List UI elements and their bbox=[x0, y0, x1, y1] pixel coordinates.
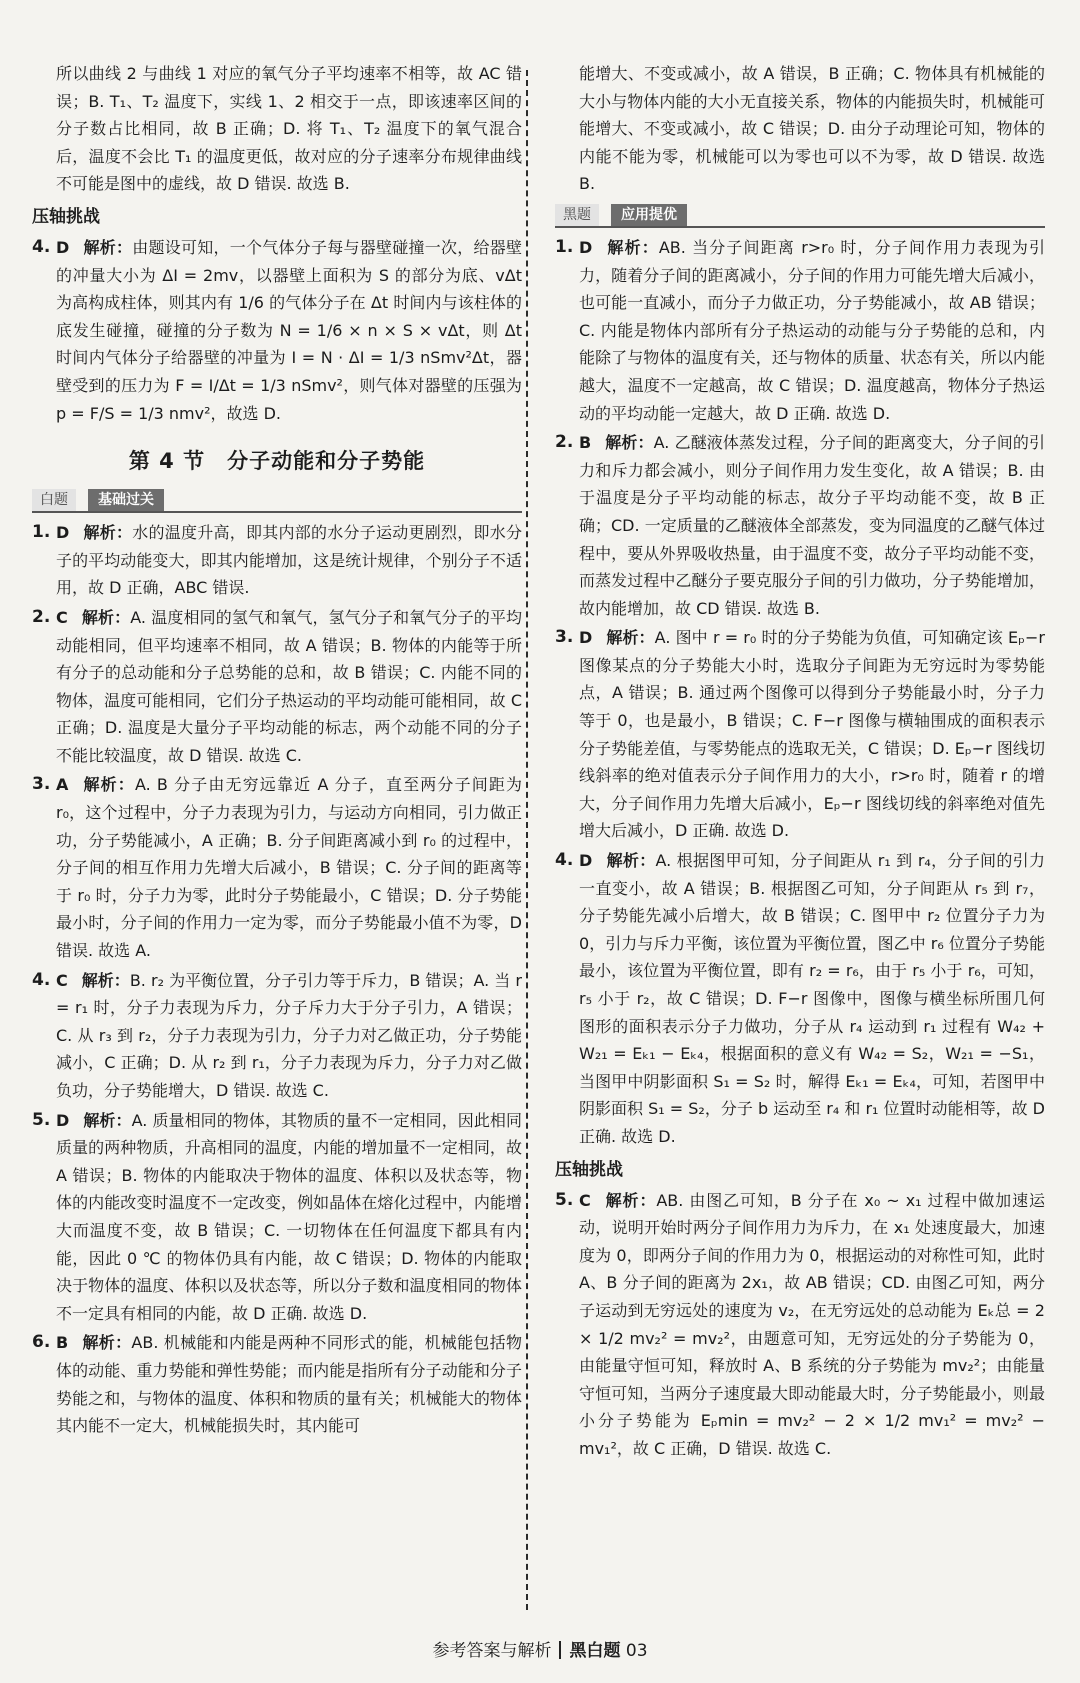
tag-basic: 基础过关 bbox=[88, 489, 164, 511]
item-number: 5. bbox=[555, 1189, 574, 1210]
item-text: A. 图中 r = r₀ 时的分子势能为负值，可知确定该 Eₚ−r 图像某点的分子势能大小时，选取分子间距为无穷远时为零势能点，A 错误；B. 通过两个图像可以得到分子势能最小时，分子力等于 0，也是最小，B 错误；C. F−r 图像与横轴围成的面积表示分子势能差值，与零势能点的选取无关，C 错误；D. Eₚ−r 图线切线斜率的绝对值表示分子间作用力的大小，r>r₀ 时，随着 r 的增大，分子间作用力先增大后减小，Eₚ−r 图线切线的斜率绝对值先增大后减小，D 正确. 故选 D. bbox=[579, 628, 1045, 841]
item-answer: D bbox=[56, 1110, 70, 1130]
item-answer: C bbox=[579, 1190, 591, 1210]
item-answer: A bbox=[56, 775, 69, 795]
item-text: 水的温度升高，即其内部的水分子运动更剧烈，即水分子的平均动能变大，即其内能增加，这是统计规律，个别分子不适用，故 D 正确，ABC 错误. bbox=[56, 523, 522, 598]
item-text: 由题设可知，一个气体分子每与器壁碰撞一次，给器壁的冲量大小为 ΔI = 2mv，以器壁上面积为 S 的部分为底、vΔt 为高构成柱体，则其内有 1/6 的气体分子在 Δt 时间内与该柱体的底发生碰撞，碰撞的分子数为 N = 1/6 × n × S × vΔt，则 Δt 时间内气体分子给器壁的冲量为 I = N · ΔI = 1/3 nSmv²Δt，器壁受到的压力为 F = I/Δt = 1/3 nSmv²，则气体对器壁的压强为 p = F/S = 1/3 nmv²，故选 D. bbox=[56, 237, 522, 423]
tag-black: 黑题 bbox=[555, 204, 599, 226]
item-text: A. 乙醚液体蒸发过程，分子间的距离变大，分子间的引力和斥力都会减小，则分子间作用力发生变化，故 A 错误；B. 由于温度是分子平均动能的标志，故分子平均动能不变，故 B 正确；CD. 一定质量的乙醚液体全部蒸发，变为同温度的乙醚气体过程中，要从外界吸收热量，由于温度不变，故分子平均动能不变，而蒸发过程中乙醚分子要克服分子间的引力做功，分子势能增加，故内能增加，故 CD 错误. 故选 B. bbox=[579, 433, 1045, 618]
item-number: 1. bbox=[555, 236, 574, 257]
list-item bbox=[32, 967, 522, 1105]
list-item bbox=[555, 847, 1045, 1151]
item-number: 2. bbox=[32, 606, 51, 627]
item-text: B. r₂ 为平衡位置，分子引力等于斥力，B 错误；A. 当 r = r₁ 时，分子力表现为斥力，分子斥力大于分子引力，A 错误；C. 从 r₃ 到 r₂，分子力表现为引力，分子力对乙做正功，分子势能减小，C 正确；D. 从 r₂ 到 r₁，分子力表现为斥力，分子力对乙做负功，分子势能增大，D 错误. 故选 C. bbox=[56, 970, 522, 1100]
list-item bbox=[32, 519, 522, 602]
item-answer: C bbox=[56, 607, 68, 627]
left-q4-item bbox=[32, 234, 522, 427]
item-number: 6. bbox=[32, 1332, 51, 1353]
item-number: 5. bbox=[32, 1109, 51, 1130]
left-column bbox=[32, 60, 522, 1440]
item-number: 4. bbox=[555, 850, 574, 871]
tag-bar-basic bbox=[32, 489, 522, 513]
tag-white: 白题 bbox=[32, 489, 76, 511]
page-footer bbox=[0, 1636, 1080, 1661]
item-label: 解析： bbox=[83, 523, 133, 543]
list-item bbox=[555, 234, 1045, 427]
item-number: 1. bbox=[32, 522, 51, 543]
item-label: 解析： bbox=[82, 775, 135, 795]
item-text: A. 温度相同的氢气和氧气，氢气分子和氧气分子的平均动能相同，但平均速率不相同，故 A 错误；B. 物体的内能等于所有分子的总动能和分子总势能的总和，故 B 错误；C. 内能不同的物体，温度可能相同，它们分子热运动的平均动能可能相同，故 C 正确；D. 温度是大量分子平均动能的标志，两个动能不同的分子不能比较温度，故 D 错误. 故选 C. bbox=[56, 607, 522, 765]
list-item bbox=[555, 624, 1045, 845]
item-answer: D bbox=[579, 237, 593, 257]
section-title: 第 4 节 分子动能和分子势能 bbox=[128, 449, 426, 474]
item-label: 解析： bbox=[83, 237, 133, 257]
item-label: 解析： bbox=[83, 1110, 132, 1130]
item-label: 解析： bbox=[81, 607, 131, 627]
item-number: 4. bbox=[32, 236, 51, 257]
item-text: AB. 机械能和内能是两种不同形式的能，机械能包括物体的动能、重力势能和弹性势能；而内能是指所有分子动能和分子势能之和，与物体的温度、体积和物质的量有关；机械能大的物体其内能不一定大，机械能损失时，其内能可 bbox=[56, 1333, 522, 1436]
list-item bbox=[555, 429, 1045, 622]
list-item bbox=[32, 771, 522, 964]
column-divider bbox=[526, 70, 528, 1610]
item-answer: B bbox=[579, 433, 592, 453]
item-text: A. 质量相同的物体，其物质的量不一定相同，因此相同质量的两种物质，升高相同的温度，内能的增加量不一定相同，故 A 错误；B. 物体的内能取决于物体的温度、体积以及状态等，物体的内能改变时温度不一定改变，例如晶体在熔化过程中，内能增大而温度不变，故 B 错误；C. 一切物体在任何温度下都具有内能，因此 0 ℃ 的物体仍具有内能，故 C 错误；D. 物体的内能取决于物体的温度、体积以及状态等，所以分子数和温度相同的物体不一定具有相同的内能，故 D 正确. 故选 D. bbox=[56, 1110, 522, 1323]
tag-apply: 应用提优 bbox=[611, 204, 687, 226]
right-q5-item bbox=[555, 1187, 1045, 1463]
item-label: 解析： bbox=[606, 851, 656, 871]
intro-paragraph: 所以曲线 2 与曲线 1 对应的氧气分子平均速率不相等，故 AC 错误；B. T₁、T₂ 温度下，实线 1、2 相交于一点，即该速率区间的分子数占比相同，故 B 正确；D. 将 T₁、T₂ 温度下的氧气混合后，温度不会比 T₁ 的温度更低，故对应的分子速率分布规律曲线不可能是图中的虚线，故 D 错误. 故选 B. bbox=[56, 64, 522, 194]
list-item bbox=[32, 1107, 522, 1328]
footer-separator bbox=[559, 1641, 561, 1659]
item-text: A. 根据图甲可知，分子间距从 r₁ 到 r₄，分子间的引力一直变小，故 A 错误；B. 根据图乙可知，分子间距从 r₅ 到 r₇，分子势能先减小后增大，故 B 错误；C. 图甲中 r₂ 位置分子力为 0，引力与斥力平衡，该位置为平衡位置，图乙中 r₆ 位置分子势能最小，该位置为平衡位置，即有 r₂ = r₆，由于 r₅ 小于 r₆，可知，r₅ 小于 r₂，故 C 错误；D. F−r 图像中，图像与横坐标所围几何图形的面积表示分子力做功，分子从 r₄ 运动到 r₁ 过程有 W₄₂ + W₂₁ = Eₖ₁ − Eₖ₄，根据面积的意义有 W₄₂ = S₂，W₂₁ = −S₁，当图甲中阴影面积 S₁ = S₂ 时，解得 Eₖ₁ = Eₖ₄，可知，若图甲中阴影面积 S₁ = S₂，分子 b 运动至 r₄ 和 r₁ 位置时动能相等，故 D 正确. 故选 D. bbox=[579, 851, 1045, 1146]
footer-book: 黑白题 bbox=[569, 1641, 621, 1661]
heading-compress-left: 压轴挑战 bbox=[32, 206, 100, 227]
continued-paragraph: 能增大、不变或减小，故 A 错误，B 正确；C. 物体具有机械能的大小与物体内能的大小无直接关系，物体的内能损失时，机械能可能增大、不变或减小，故 C 错误；D. 由分子动理论可知，物体的内能不能为零，机械能可以为零也可以不为零，故 D 错误. 故选 B. bbox=[579, 64, 1045, 194]
item-label: 解析： bbox=[82, 1333, 132, 1353]
heading-compress-right: 压轴挑战 bbox=[555, 1159, 623, 1180]
item-number: 3. bbox=[555, 627, 574, 648]
item-answer: C bbox=[56, 970, 68, 990]
list-item bbox=[32, 604, 522, 770]
tag-bar-apply bbox=[555, 204, 1045, 228]
item-label: 解析： bbox=[605, 433, 654, 453]
item-answer: B bbox=[56, 1333, 69, 1353]
item-text: AB. 当分子间距离 r>r₀ 时，分子间作用力表现为引力，随着分子间的距离减小，分子间的作用力可能先增大后减小，也可能一直减小，而分子力做正功，分子势能减小，故 AB 错误；C. 内能是物体内部所有分子热运动的动能与分子势能的总和，内能除了与物体的温度有关，还与物体的质量、状态有关，所以内能越大，温度不一定越高，故 C 错误；D. 温度越高，物体分子热运动的平均动能一定越大，故 D 正确. 故选 D. bbox=[579, 237, 1045, 423]
item-answer: D bbox=[56, 523, 70, 543]
item-text: A. B 分子由无穷远靠近 A 分子，直至两分子间距为 r₀，这个过程中，分子力表现为引力，与运动方向相同，引力做正功，分子势能减小，A 正确；B. 分子间距离减小到 r₀ 的过程中，分子间的相互作用力先增大后减小，B 错误；C. 分子间的距离等于 r₀ 时，分子力为零，此时分子势能最小，C 错误；D. 分子势能最小时，分子间的作用力一定为零，而分子势能最小值不为零，D 错误. 故选 A. bbox=[56, 775, 522, 961]
item-answer: D bbox=[579, 851, 593, 871]
item-label: 解析： bbox=[606, 237, 659, 257]
item-answer: D bbox=[56, 237, 70, 257]
right-column bbox=[555, 60, 1045, 1463]
item-number: 4. bbox=[32, 969, 51, 990]
item-label: 解析： bbox=[606, 628, 655, 648]
footer-label: 参考答案与解析 bbox=[432, 1641, 552, 1661]
footer-page-number: 03 bbox=[625, 1641, 648, 1661]
item-answer: D bbox=[579, 628, 593, 648]
item-number: 3. bbox=[32, 774, 51, 795]
item-text: AB. 由图乙可知，B 分子在 x₀ ~ x₁ 过程中做加速运动，说明开始时两分子间作用力为斥力，在 x₁ 处速度最大，加速度为 0，即两分子间的作用力为 0，根据运动的对称性可知，此时 A、B 分子间的距离为 2x₁，故 AB 错误；CD. 由图乙可知，两分子运动到无穷远处的速度为 v₂，在无穷远处的总动能为 Eₖ总 = 2 × 1/2 mv₂² = mv₂²，由题意可知，无穷远处的分子势能为 0，由能量守恒可知，释放时 A、B 系统的分子势能为 mv₂²；由能量守恒可知，当两分子速度最大即动能最大时，分子势能最小，则最小分子势能为 Eₚmin = mv₂² − 2 × 1/2 mv₁² = mv₂² − mv₁²，故 C 正确，D 错误. 故选 C. bbox=[579, 1190, 1045, 1458]
item-number: 2. bbox=[555, 432, 574, 453]
list-item bbox=[32, 1329, 522, 1439]
item-label: 解析： bbox=[81, 970, 130, 990]
item-label: 解析： bbox=[604, 1190, 657, 1210]
